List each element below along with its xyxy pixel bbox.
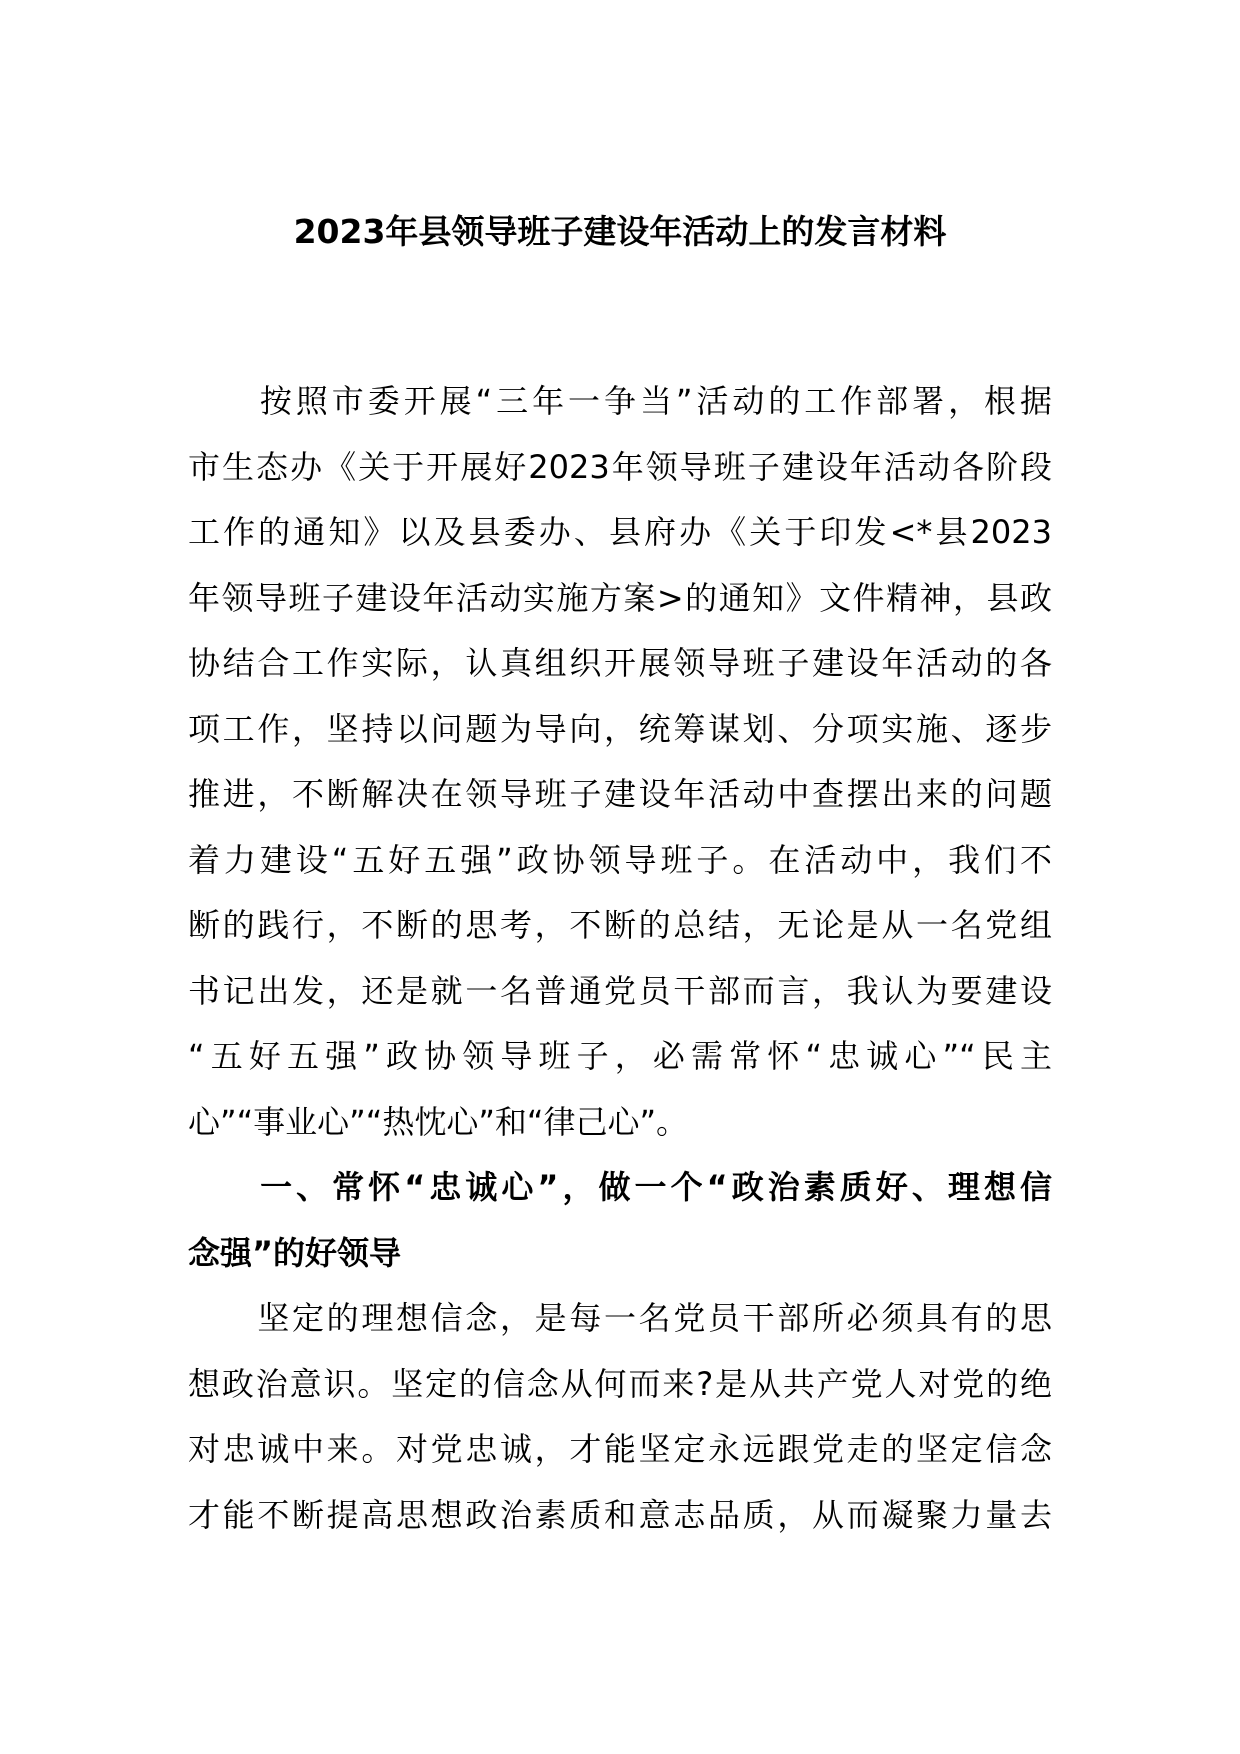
paragraph-line: 对忠诚中来。对党忠诚，才能坚定永远跟党走的坚定信念	[188, 1430, 1052, 1468]
document-title: 2023年县领导班子建设年活动上的发言材料	[293, 212, 947, 251]
paragraph-line: 书记出发，还是就一名普通党员干部而言，我认为要建设	[188, 971, 1052, 1010]
paragraph-line: 市生态办《关于开展好2023年领导班子建设年活动各阶段	[188, 447, 1052, 486]
paragraph-line: 协结合工作实际，认真组织开展领导班子建设年活动的各	[188, 644, 1052, 682]
paragraph-line: “五好五强”政协领导班子，必需常怀“忠诚心”“民主	[188, 1037, 1052, 1075]
paragraph-line: 年领导班子建设年活动实施方案>的通知》文件精神，县政	[188, 578, 1052, 617]
paragraph-line: 断的践行，不断的思考，不断的总结，无论是从一名党组	[188, 906, 1052, 944]
section-heading-line: 一、常怀“忠诚心”，做一个“政治素质好、理想信	[188, 1168, 1052, 1206]
document-body	[188, 369, 1052, 1548]
paragraph-line: 才能不断提高思想政治素质和意志品质，从而凝聚力量去	[188, 1495, 1052, 1534]
paragraph-line: 工作的通知》以及县委办、县府办《关于印发<*县2023	[188, 513, 1052, 551]
paragraph-line: 想政治意识。坚定的信念从何而来?是从共产党人对党的绝	[188, 1364, 1052, 1403]
paragraph-line: 项工作，坚持以问题为导向，统筹谋划、分项实施、逐步	[188, 709, 1052, 748]
paragraph-line: 着力建设“五好五强”政协领导班子。在活动中，我们不	[188, 840, 1052, 879]
paragraph-line: 推进，不断解决在领导班子建设年活动中查摆出来的问题	[188, 775, 1052, 813]
paragraph-line: 心”“事业心”“热忱心”和“律己心”。	[188, 1102, 689, 1141]
section-heading-line: 念强”的好领导	[188, 1233, 402, 1272]
paragraph-line: 坚定的理想信念，是每一名党员干部所必须具有的思	[188, 1299, 1052, 1337]
paragraph-line: 按照市委开展“三年一争当”活动的工作部署，根据	[188, 382, 1052, 420]
